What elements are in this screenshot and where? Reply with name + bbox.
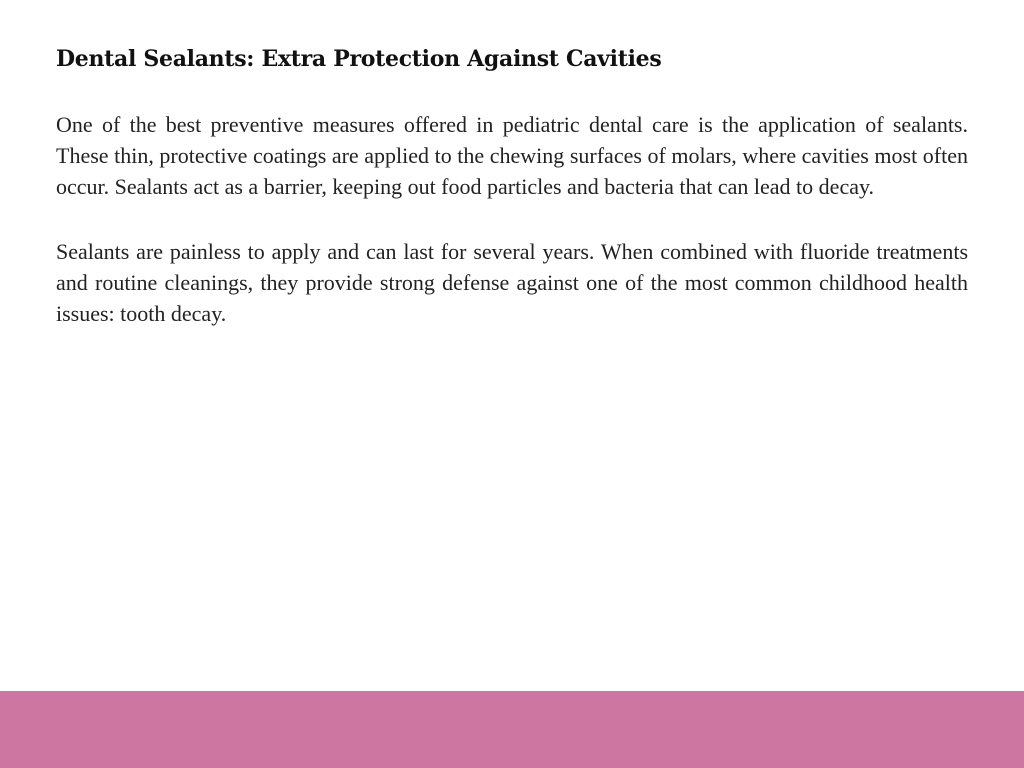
paragraph-benefits: Sealants are painless to apply and can last for several years. When combined with fluoride treatments and routine cleanings, they provide strong defense against one of the most common childhood health issues: tooth decay. [56,239,968,326]
slide-content [56,42,968,329]
footer-color-band [0,691,1024,768]
slide-title: Dental Sealants: Extra Protection Against Cavities [56,46,662,72]
paragraph-intro: One of the best preventive measures offered in pediatric dental care is the application of sealants. These thin, protective coatings are applied to the chewing surfaces of molars, where cavities most often occur. Sealants act as a barrier, keeping out food particles and bacteria that can lead to decay. [56,112,968,199]
